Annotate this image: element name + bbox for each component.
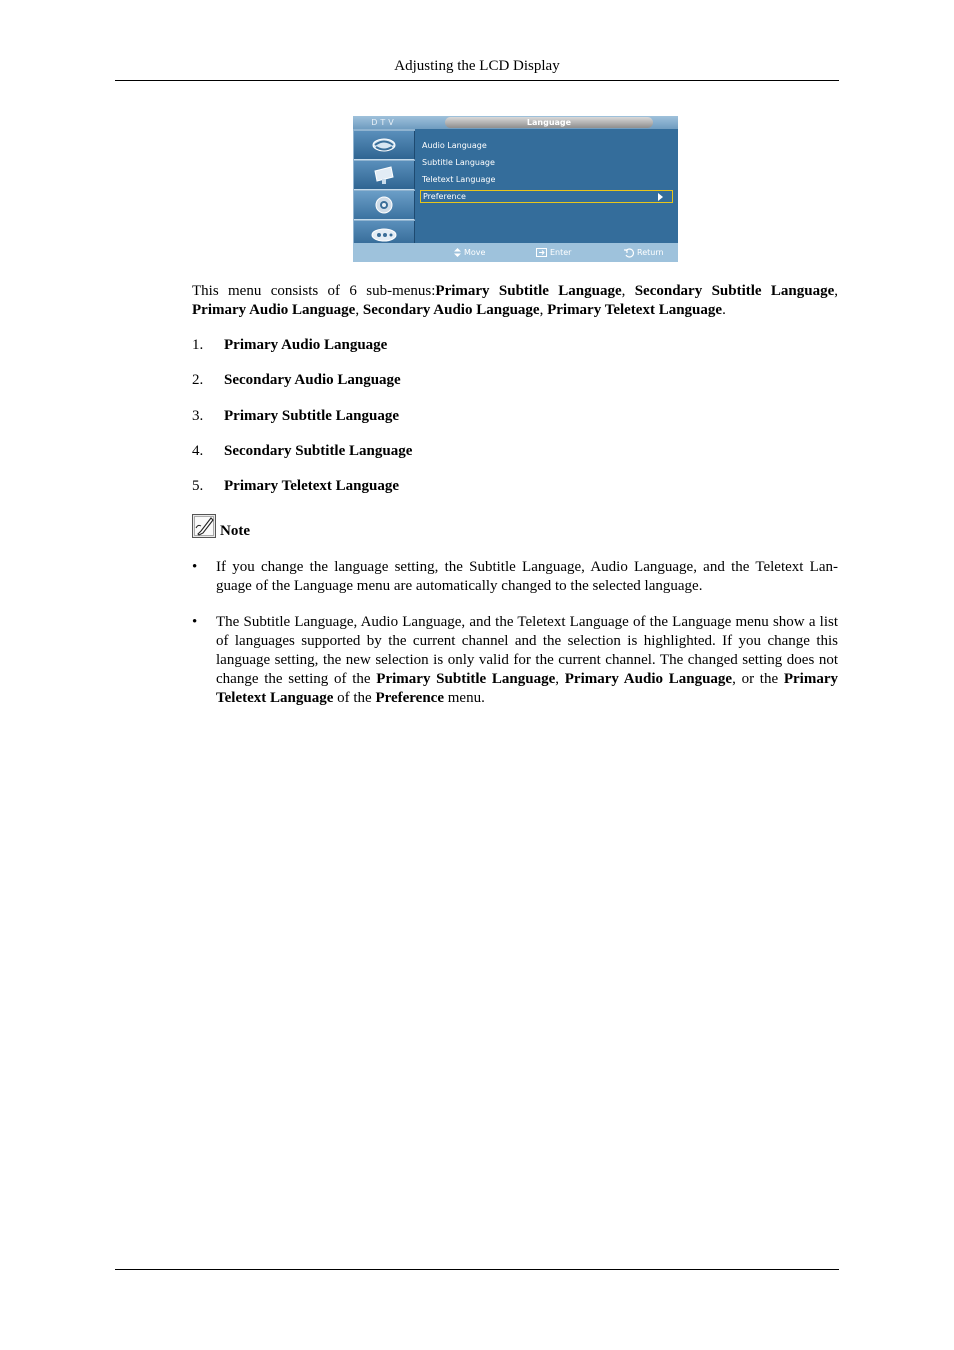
osd-menu-title: Language	[445, 117, 653, 128]
list-item	[192, 442, 412, 461]
osd-hint-move	[454, 247, 485, 258]
osd-side-menu	[353, 129, 415, 250]
input-icon[interactable]	[354, 131, 415, 160]
osd-hint-return	[624, 247, 664, 258]
osd-language-menu	[353, 116, 678, 262]
note-text: ,	[555, 671, 565, 687]
osd-item-audio-language[interactable]	[420, 139, 672, 152]
page-header: Adjusting the LCD Display	[394, 58, 560, 74]
return-icon	[624, 248, 634, 258]
note-text: of the	[333, 690, 376, 706]
list-label: Primary Teletext Language	[224, 478, 399, 494]
list-number: 4.	[192, 443, 204, 459]
note-bullet-1	[216, 558, 838, 596]
osd-item-label: Subtitle Language	[422, 158, 495, 167]
intro-separator: ,	[355, 302, 363, 318]
note-term: Primary Subtitle Language	[376, 671, 556, 687]
intro-separator: ,	[621, 283, 635, 299]
header-rule	[115, 80, 839, 81]
list-number: 5.	[192, 478, 204, 494]
intro-term: Secondary Subtitle Language	[634, 283, 835, 299]
enter-icon	[536, 248, 547, 257]
list-number: 1.	[192, 337, 204, 353]
bullet-marker: •	[192, 614, 198, 630]
note-text: guage of the Language menu are automatically changed to the selected language.	[216, 578, 703, 594]
list-item	[192, 336, 387, 355]
osd-hint-label: Return	[637, 248, 664, 257]
list-item	[192, 371, 401, 390]
list-label: Primary Subtitle Language	[224, 408, 399, 424]
intro-separator: ,	[834, 283, 839, 299]
osd-hint-label: Enter	[550, 248, 572, 257]
osd-item-list	[415, 129, 678, 250]
chevron-right-icon	[658, 193, 663, 201]
intro-term: Secondary Audio Language	[362, 302, 540, 318]
note-text: If you change the language setting, the Subtitle Language, Audio Language, and the Teletext Lan-	[216, 559, 838, 575]
note-icon	[192, 514, 216, 538]
osd-item-teletext-language[interactable]	[420, 173, 672, 186]
osd-hint-enter	[536, 247, 571, 258]
intro-term: Primary Teletext Language	[547, 302, 723, 318]
note-term: Primary Teletext Language	[216, 671, 838, 706]
note-text: The Subtitle Language, Audio Language, and the Teletext Language of the Language menu show a list of languages supported by the current channel and the selection is highlighted. If you change this language setting, the new selection is only valid for the current channel. The changed setting does not change the setting of the	[216, 614, 838, 687]
list-item	[192, 477, 399, 496]
bullet-marker: •	[192, 559, 198, 575]
osd-item-label: Teletext Language	[422, 175, 496, 184]
osd-source-label: DTV	[371, 118, 397, 127]
osd-hint-label: Move	[464, 248, 486, 257]
footer-rule	[115, 1269, 839, 1270]
note-term: Primary Audio Language	[564, 671, 733, 687]
intro-term: Primary Subtitle Language	[435, 283, 622, 299]
intro-separator: ,	[539, 302, 548, 318]
intro-text: .	[722, 302, 726, 318]
osd-item-label: Preference	[423, 192, 466, 201]
osd-item-preference[interactable]	[420, 190, 673, 203]
list-item	[192, 407, 399, 426]
list-label: Primary Audio Language	[224, 337, 388, 353]
intro-text: This menu consists of 6 sub-menus:	[192, 283, 436, 299]
note-term: Preference	[375, 690, 444, 706]
updown-arrow-icon	[454, 248, 461, 257]
list-number: 2.	[192, 372, 204, 388]
intro-paragraph	[192, 282, 838, 320]
note-text: , or the	[732, 671, 784, 687]
list-label: Secondary Audio Language	[224, 372, 401, 388]
osd-item-label: Audio Language	[422, 141, 487, 150]
osd-item-subtitle-language[interactable]	[420, 156, 672, 169]
intro-term: Primary Audio Language	[192, 302, 356, 318]
note-bullet-2	[216, 613, 838, 708]
setup-icon[interactable]	[354, 191, 415, 220]
note-label: Note	[220, 523, 250, 539]
list-number: 3.	[192, 408, 204, 424]
osd-hint-bar	[353, 243, 678, 262]
picture-icon[interactable]	[354, 161, 415, 190]
note-text: menu.	[444, 690, 485, 706]
list-label: Secondary Subtitle Language	[224, 443, 413, 459]
